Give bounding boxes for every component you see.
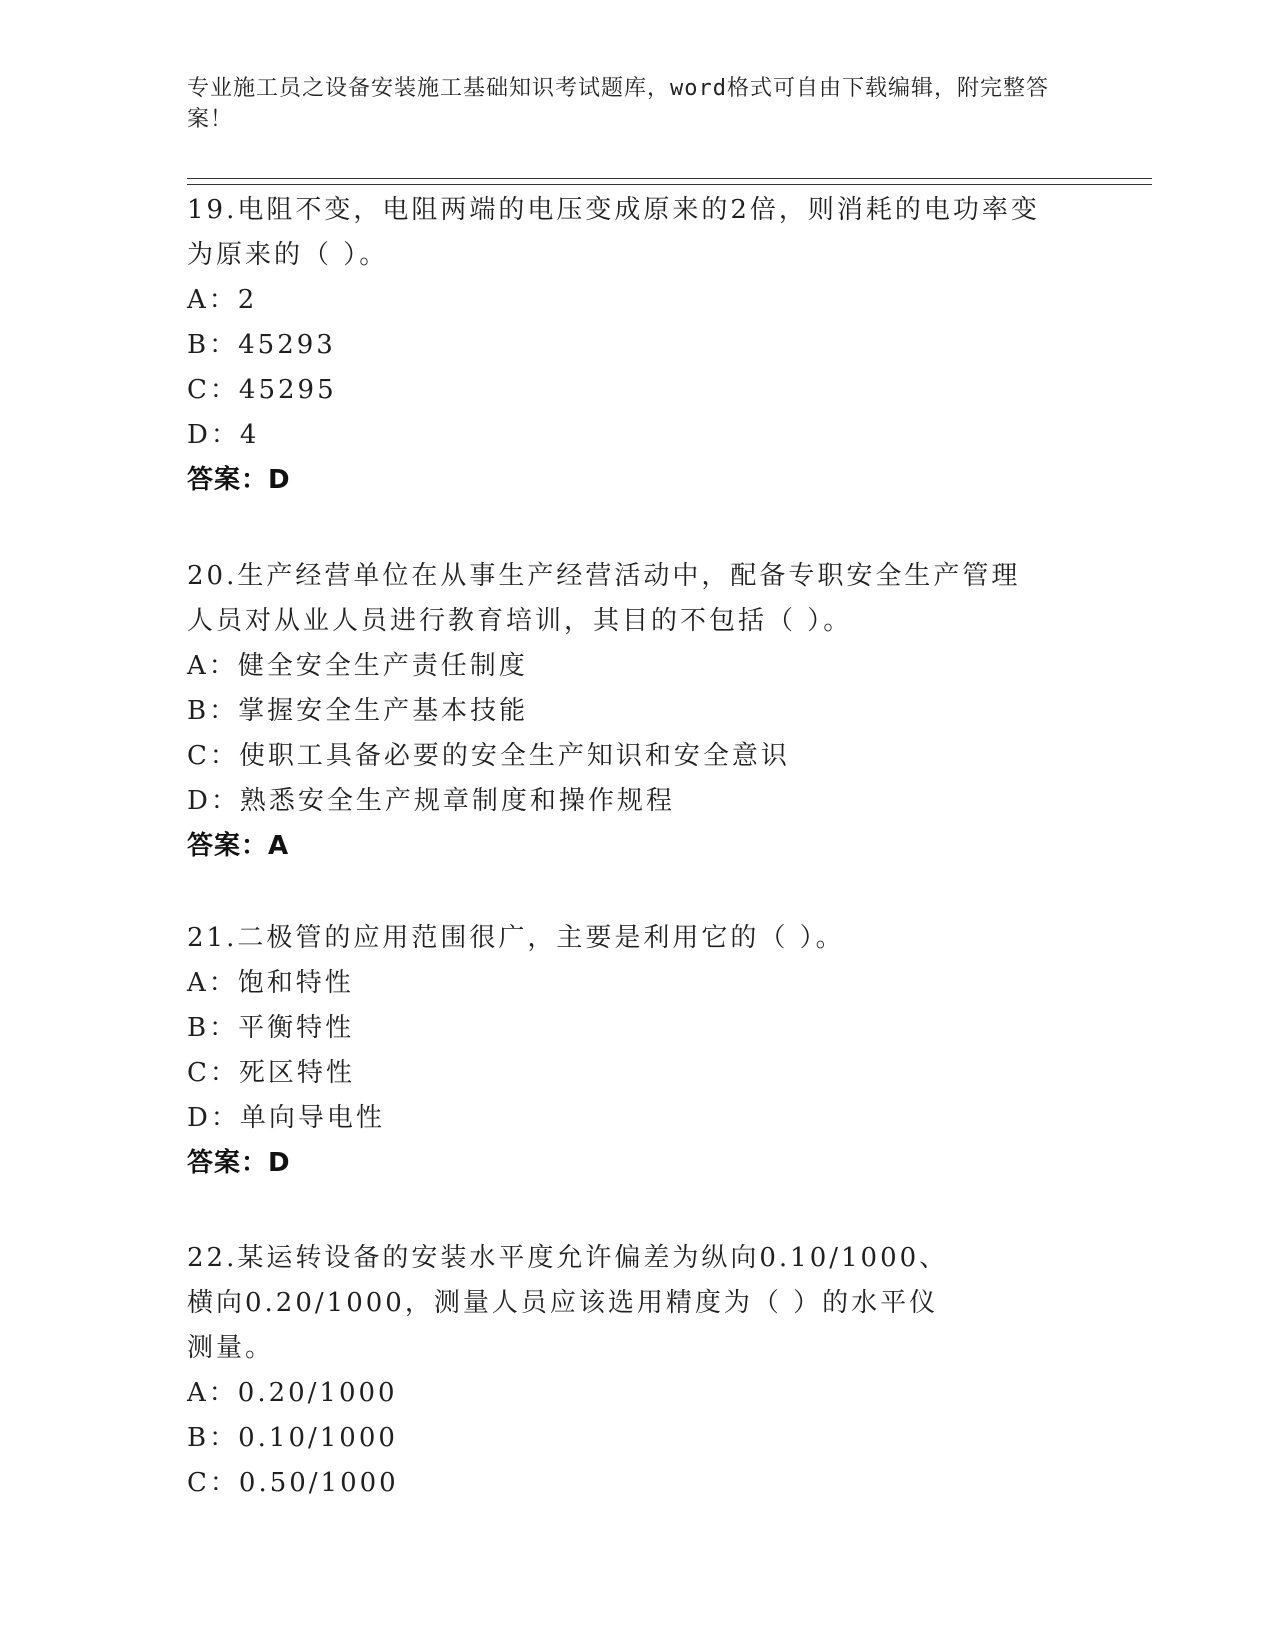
question-20 bbox=[187, 554, 1087, 869]
option-c bbox=[187, 734, 1087, 779]
option-d bbox=[187, 413, 1087, 458]
question-19 bbox=[187, 188, 1087, 503]
option-text: 2 bbox=[237, 285, 258, 315]
header-divider-top bbox=[187, 178, 1152, 179]
option-text: 45293 bbox=[238, 330, 336, 360]
answer-label: 答案：A bbox=[187, 831, 290, 861]
option-b bbox=[187, 689, 1087, 734]
option-key: A： bbox=[187, 285, 238, 315]
option-key: D： bbox=[187, 786, 240, 816]
question-21 bbox=[187, 916, 1087, 1186]
option-text: 0.20/1000 bbox=[237, 1378, 398, 1408]
option-key: D： bbox=[187, 1103, 240, 1133]
option-key: B： bbox=[187, 696, 239, 726]
option-text: 饱和特性 bbox=[237, 968, 354, 998]
option-text: 45295 bbox=[238, 375, 337, 405]
option-text: 健全安全生产责任制度 bbox=[237, 651, 528, 681]
option-text: 掌握安全生产基本技能 bbox=[238, 696, 529, 726]
option-d bbox=[187, 1096, 1087, 1141]
option-text: 死区特性 bbox=[238, 1058, 355, 1088]
option-key: C： bbox=[187, 1058, 239, 1088]
answer-label: 答案：D bbox=[187, 1148, 291, 1178]
option-text: 0.10/1000 bbox=[238, 1423, 398, 1453]
option-key: A： bbox=[187, 1378, 238, 1408]
option-b bbox=[187, 323, 1087, 368]
option-c bbox=[187, 1461, 1087, 1506]
option-a bbox=[187, 278, 1087, 323]
question-stem: 22.某运转设备的安装水平度允许偏差为纵向0.10/1000、横向0.20/1000，测量人员应该选用精度为（ ）的水平仪测量。 bbox=[187, 1243, 949, 1363]
option-text: 使职工具备必要的安全生产知识和安全意识 bbox=[238, 741, 790, 771]
option-d bbox=[187, 779, 1087, 824]
option-key: B： bbox=[187, 1013, 239, 1043]
option-key: B： bbox=[187, 1423, 239, 1453]
option-key: C： bbox=[187, 741, 239, 771]
answer-label: 答案：D bbox=[187, 465, 291, 495]
option-text: 平衡特性 bbox=[238, 1013, 355, 1043]
option-key: D： bbox=[187, 420, 240, 450]
option-key: A： bbox=[187, 968, 238, 998]
option-b bbox=[187, 1006, 1087, 1051]
option-key: A： bbox=[187, 651, 238, 681]
question-stem: 20.生产经营单位在从事生产经营活动中，配备专职安全生产管理人员对从业人员进行教育培训，其目的不包括（ ）。 bbox=[187, 561, 1021, 636]
option-c bbox=[187, 1051, 1087, 1096]
option-key: C： bbox=[187, 375, 239, 405]
question-stem: 19.电阻不变，电阻两端的电压变成原来的2倍，则消耗的电功率变为原来的（ ）。 bbox=[187, 195, 1040, 270]
option-b bbox=[187, 1416, 1087, 1461]
question-stem: 21.二极管的应用范围很广，主要是利用它的（ ）。 bbox=[187, 923, 845, 953]
document-header: 专业施工员之设备安装施工基础知识考试题库，word格式可自由下载编辑，附完整答案！ bbox=[187, 76, 1049, 132]
option-text: 单向导电性 bbox=[239, 1103, 385, 1133]
option-a bbox=[187, 644, 1087, 689]
question-22 bbox=[187, 1236, 1087, 1506]
option-text: 4 bbox=[239, 420, 260, 450]
header-divider-bottom bbox=[187, 184, 1152, 185]
option-a bbox=[187, 961, 1087, 1006]
option-a bbox=[187, 1371, 1087, 1416]
option-key: B： bbox=[187, 330, 239, 360]
option-text: 0.50/1000 bbox=[238, 1468, 399, 1498]
option-text: 熟悉安全生产规章制度和操作规程 bbox=[239, 786, 675, 816]
option-key: C： bbox=[187, 1468, 239, 1498]
option-c bbox=[187, 368, 1087, 413]
